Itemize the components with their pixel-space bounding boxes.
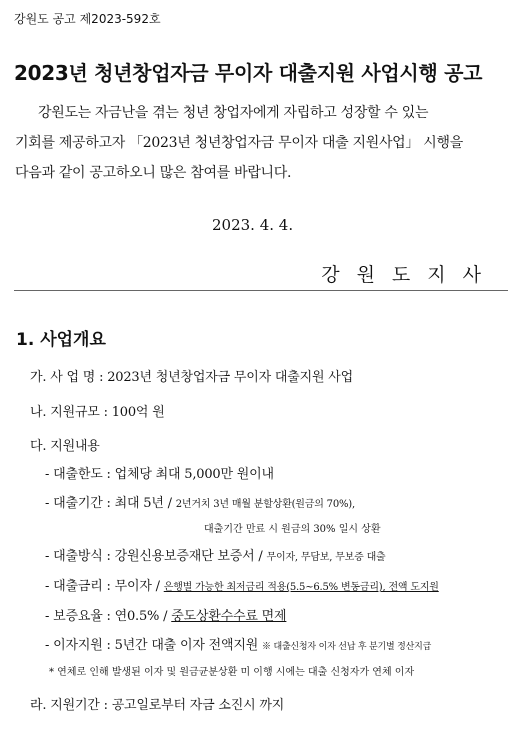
interest-support-main: - 이자지원 : 5년간 대출 이자 전액지원 (45, 638, 262, 653)
item-support-content: 다. 지원내용 (30, 439, 100, 454)
loan-period-detail-2: 대출기간 만료 시 원금의 30% 일시 상환 (204, 524, 381, 535)
interest-support (45, 634, 431, 653)
section-1-heading: 1. 사업개요 (16, 330, 106, 350)
guarantee-fee-main: - 보증요율 : 연0.5% / (45, 609, 172, 624)
loan-method-main: - 대출방식 : 강원신용보증재단 보증서 / (45, 549, 267, 564)
intro-line-3: 다음과 같이 공고하오니 많은 참여를 바랍니다. (15, 165, 292, 181)
guarantee-fee (45, 605, 286, 624)
loan-method-detail: 무이자, 무담보, 무보증 대출 (266, 552, 386, 563)
interest-support-note: ※ 대출신청자 이자 선납 후 분기별 정산지급 (261, 642, 432, 652)
loan-rate-main: - 대출금리 : 무이자 / (45, 579, 164, 594)
loan-period-main: - 대출기간 : 최대 5년 / (45, 496, 176, 511)
intro-line-1: 강원도는 자금난을 겪는 청년 창업자에게 자립하고 성장할 수 있는 (38, 105, 429, 121)
loan-period-detail: 2년거치 3년 매월 분할상환(원금의 70%), (175, 499, 355, 510)
loan-method (45, 545, 386, 564)
loan-period (45, 492, 355, 511)
item-project-name: 가. 사 업 명 : 2023년 청년창업자금 무이자 대출지원 사업 (30, 370, 353, 385)
issuer-divider (14, 290, 508, 291)
item-support-period: 라. 지원기간 : 공고일로부터 자금 소진시 까지 (30, 698, 285, 713)
document-title: 2023년 청년창업자금 무이자 대출지원 사업시행 공고 (14, 61, 483, 85)
guarantee-fee-detail: 중도상환수수료 면제 (171, 609, 287, 624)
intro-line-2: 기회를 제공하고자 「2023년 청년창업자금 무이자 대출 지원사업」 시행을 (15, 135, 463, 151)
arrears-note: * 연체로 인해 발생된 이자 및 원금균분상환 미 이행 시에는 대출 신청자가 연체 이자 (49, 667, 415, 678)
loan-rate (45, 575, 439, 594)
item-support-scale: 나. 지원규모 : 100억 원 (30, 405, 165, 420)
loan-limit: - 대출한도 : 업체당 최대 5,000만 원이내 (45, 467, 274, 482)
document-date: 2023. 4. 4. (212, 216, 294, 234)
notice-number: 강원도 공고 제2023-592호 (14, 12, 161, 26)
issuer-name: 강원도지사 (321, 264, 498, 286)
loan-rate-detail: 은행별 가능한 최저금리 적용(5.5~6.5% 변동금리), 전액 도지원 (163, 582, 439, 593)
